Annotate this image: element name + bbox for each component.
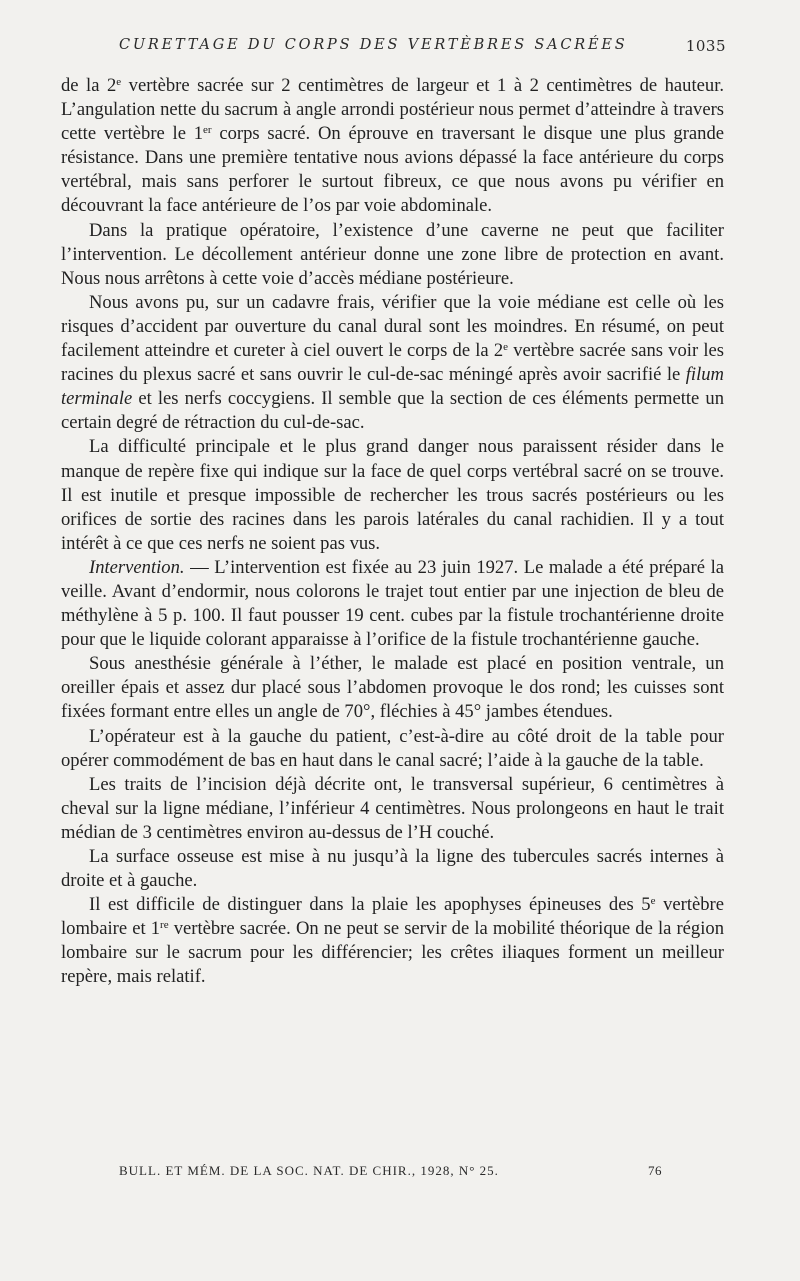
running-title: CURETTAGE DU CORPS DES VERTÈBRES SACRÉES [119,37,628,53]
page-number: 1035 [685,37,726,55]
page-footer [61,1163,724,1185]
sheet-number: 76 [648,1163,662,1178]
text-run: vertèbre sacrée sur 2 centimètres de largeur et 1 à 2 centimètres de hauteur. L’angulation nette du sacrum à angle arrondi postérieur nous permet d’atteindre à travers cette vertèbre le 1 [61,75,725,145]
text-run: Nous avons pu, sur un cadavre frais, vérifier que la voie médiane est celle où les risques d’accident par ouverture du canal dural sont les moindres. En résumé, on peut facilement atteindre et cureter à ciel ouvert le corps de la 2 [61,291,724,362]
text-run: vertèbre sacrée sans voir les racines du plexus sacré et sans ouvrir le cul-de-sac méningé après avoir sacrifié le [61,340,724,386]
running-head [61,34,724,60]
text-run: de la 2 [61,75,117,96]
superscript: e [650,895,656,908]
paragraph-9: La surface osseuse est mise à nu jusqu’à la ligne des tubercules sacrés internes à droite et à gauche. [61,846,724,892]
paragraph-6: Sous anesthésie générale à l’éther, le malade est placé en position ventrale, un oreiller épais et assez dur placé sous l’abdomen provoque le dos rond; les cuisses sont fixées formant entre elles un angle de 70°, fléchies à 45° jambes étendues. [61,653,724,723]
text-run: Il est difficile de distinguer dans la plaie les apophyses épineuses des 5 [89,894,651,916]
text-run: et les nerfs coccygiens. Il semble que la section de ces éléments permette un certain degré de rétraction du cul-de-sac. [61,388,724,434]
italic-term: filum terminale [61,364,724,410]
superscript: er [203,124,212,137]
paragraph-4: La difficulté principale et le plus grand danger nous paraissent résider dans le manque de repère fixe qui indique sur la face de quel corps vertébral sacré on se trouve. Il est inutile et presque impossible de rechercher les trous sacrés postérieurs ou les orifices de sortie des racines dans les parois latérales du canal rachidien. Il y a tout intérêt à ce que ces nerfs ne soient pas vus. [61,436,724,554]
superscript: re [160,919,169,932]
paragraph-8: Les traits de l’incision déjà décrite ont, le transversal supérieur, 6 centimètres à cheval sur la ligne médiane, l’inférieur 4 centimètres. Nous prolongeons en haut le trait médian de 3 centimètres environ au-dessus de l’H couché. [61,773,724,843]
superscript: e [503,341,509,354]
section-heading-intervention: Intervention. [89,556,185,578]
paragraph-2: Dans la pratique opératoire, l’existence d’une caverne ne peut que faciliter l’intervention. Le décollement antérieur donne une zone libre de protection en avant. Nous nous arrêtons à cette voie d’accès médiane postérieure. [61,219,724,289]
body-text [61,74,724,990]
paragraph-1 [61,74,724,219]
text-run: vertèbre lombaire et 1 [61,894,724,940]
paragraph-7: L’opérateur est à la gauche du patient, c’est-à-dire au côté droit de la table pour opérer commodément de bas en haut dans le canal sacré; l’aide à la gauche de la table. [61,725,724,771]
text-run: — L’intervention est fixée au 23 juin 1927. Le malade a été préparé la veille. Avant d’endormir, nous colorons le trajet tout entier par une injection de bleu de méthylène à 5 p. 100. Il faut pousser 19 cent. cubes par la fistule trochantérienne droite pour que le liquide colorant apparaisse à l’orifice de la fistule trochantérienne gauche. [61,556,724,651]
journal-citation: BULL. ET MÉM. DE LA SOC. NAT. DE CHIR., 1928, N° 25. [119,1163,499,1178]
paragraph-5 [61,556,724,652]
paragraph-10 [61,893,724,989]
paragraph-3 [61,291,724,436]
text-run: vertèbre sacrée. On ne peut se servir de la mobilité théorique de la région lombaire sur le sacrum pour les différencier; les crêtes iliaques forment un meilleur repère, mais relatif. [61,918,724,988]
text-run: corps sacré. On éprouve en traversant le disque une plus grande résistance. Dans une première tentative nous avions dépassé la face antérieure du corps vertébral, mais sans perforer le surtout fibreux, ce que nous avons pu vérifier en découvrant la face antérieure de l’os par voie abdominale. [61,123,724,217]
superscript: e [116,76,122,88]
page [61,34,724,990]
